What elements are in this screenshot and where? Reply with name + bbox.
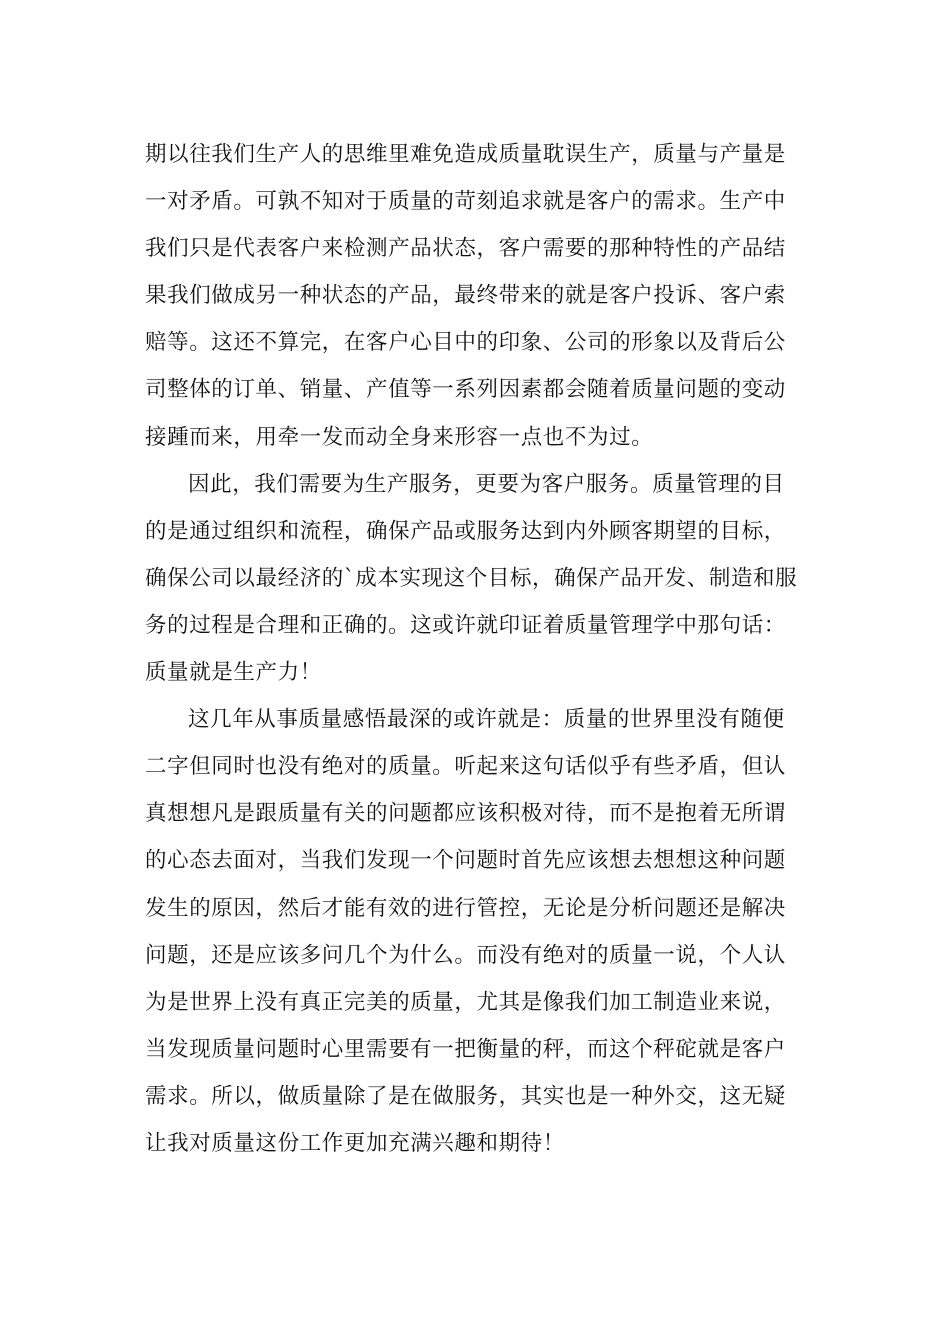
paragraph-1-line-2: 一对矛盾。可孰不知对于质量的苛刻追求就是客户的需求。生产中 [145, 189, 786, 215]
paragraph-1-line-6: 司整体的订单、销量、产值等一系列因素都会随着质量问题的变动 [145, 377, 786, 403]
paragraph-1-line-3: 我们只是代表客户来检测产品状态，客户需要的那种特性的产品结 [145, 236, 786, 262]
paragraph-3-line-10: 让我对质量这份工作更加充满兴趣和期待！ [145, 1130, 565, 1156]
paragraph-3-line-9: 需求。所以，做质量除了是在做服务，其实也是一种外交，这无疑 [145, 1083, 786, 1109]
paragraph-3-line-2: 二字但同时也没有绝对的质量。听起来这句话似乎有些矛盾，但认 [145, 754, 786, 780]
paragraph-2-line-4: 务的过程是合理和正确的。这或许就印证着质量管理学中那句话： [145, 612, 786, 638]
paragraph-2-line-3: 确保公司以最经济的`成本实现这个目标，确保产品开发、制造和服 [145, 565, 798, 591]
paragraph-3-line-6: 问题，还是应该多问几个为什么。而没有绝对的质量一说，个人认 [145, 942, 786, 968]
paragraph-3-line-5: 发生的原因，然后才能有效的进行管控，无论是分析问题还是解决 [145, 895, 786, 921]
paragraph-2-line-1: 因此，我们需要为生产服务，更要为客户服务。质量管理的目 [188, 471, 785, 497]
paragraph-1-line-7: 接踵而来，用牵一发而动全身来形容一点也不为过。 [145, 424, 654, 450]
paragraph-3-line-8: 当发现质量问题时心里需要有一把衡量的秤，而这个秤砣就是客户 [145, 1036, 786, 1062]
paragraph-3-line-7: 为是世界上没有真正完美的质量，尤其是像我们加工制造业来说， [145, 989, 786, 1015]
paragraph-3-line-1: 这几年从事质量感悟最深的或许就是：质量的世界里没有随便 [188, 707, 785, 733]
paragraph-1-line-5: 赔等。这还不算完，在客户心目中的印象、公司的形象以及背后公 [145, 330, 786, 356]
paragraph-1-line-4: 果我们做成另一种状态的产品，最终带来的就是客户投诉、客户索 [145, 283, 786, 309]
paragraph-3-line-3: 真想想凡是跟质量有关的问题都应该积极对待，而不是抱着无所谓 [145, 801, 786, 827]
paragraph-2-line-2: 的是通过组织和流程，确保产品或服务达到内外顾客期望的目标， [145, 518, 786, 544]
paragraph-3-line-4: 的心态去面对，当我们发现一个问题时首先应该想去想想这种问题 [145, 848, 786, 874]
paragraph-1-line-1: 期以往我们生产人的思维里难免造成质量耽误生产，质量与产量是 [145, 142, 786, 167]
paragraph-2-line-5: 质量就是生产力！ [145, 660, 322, 686]
document-body [145, 131, 810, 1167]
